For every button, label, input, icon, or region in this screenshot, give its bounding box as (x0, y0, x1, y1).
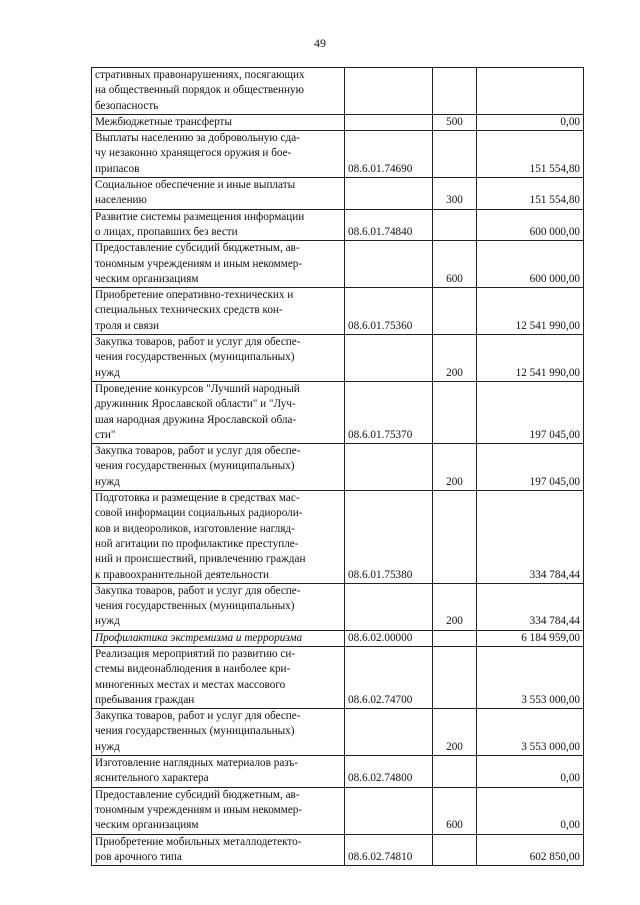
row-name-line: миногенных местах и местах массового (95, 678, 286, 691)
row-name-line: чения государственных (муниципальных) (95, 351, 295, 364)
row-name-cell (92, 131, 345, 178)
table-row (92, 335, 584, 382)
row-name-line: Межбюджетные трансферты (95, 115, 232, 128)
row-name-line: Выплаты населению за добровольную сда- (95, 132, 300, 145)
table-row (92, 630, 584, 646)
row-name-cell (92, 68, 345, 115)
row-sum-cell: 334 784,44 (477, 491, 584, 584)
row-type-cell: 600 (433, 787, 477, 834)
row-sum-cell: 0,00 (477, 787, 584, 834)
row-type-cell: 200 (433, 444, 477, 491)
row-name-cell (92, 709, 345, 756)
row-code-cell (345, 68, 433, 115)
row-code-cell: 08.6.01.75360 (345, 288, 433, 335)
table-row (92, 709, 584, 756)
row-type-cell: 200 (433, 709, 477, 756)
row-code-cell: 08.6.01.74690 (345, 131, 433, 178)
table-row (92, 114, 584, 130)
table-row (92, 787, 584, 834)
row-name-line: чения государственных (муниципальных) (95, 460, 295, 473)
row-name-line: ров арочного типа (95, 850, 182, 863)
budget-table-body (92, 68, 584, 866)
row-type-cell: 200 (433, 335, 477, 382)
row-name-line: Социальное обеспечение и иные выплаты (95, 179, 296, 192)
row-name-line: Реализация мероприятий по развитию си- (95, 647, 296, 660)
row-sum-cell: 600 000,00 (477, 241, 584, 288)
row-sum-cell: 3 553 000,00 (477, 646, 584, 708)
row-sum-cell: 602 850,00 (477, 834, 584, 866)
row-name-line: припасов (95, 162, 140, 175)
table-row (92, 288, 584, 335)
table-row (92, 444, 584, 491)
row-name-line: стемы видеонаблюдения в наиболее кри- (95, 663, 291, 676)
row-type-cell (433, 834, 477, 866)
row-name-line: о лицах, пропавших без вести (95, 225, 238, 238)
row-name-line: яснительного характера (95, 772, 209, 785)
row-name-line: безопасность (95, 99, 159, 112)
row-name-line: чения государственных (муниципальных) (95, 600, 295, 613)
row-code-cell (345, 709, 433, 756)
row-name-line: троля и связи (95, 319, 160, 332)
row-name-line: Закупка товаров, работ и услуг для обеспе- (95, 584, 301, 597)
row-sum-cell (477, 68, 584, 115)
row-name-line: Закупка товаров, работ и услуг для обеспе- (95, 710, 301, 723)
row-type-cell: 500 (433, 114, 477, 130)
row-type-cell (433, 68, 477, 115)
row-name-cell (92, 491, 345, 584)
row-sum-cell: 12 541 990,00 (477, 288, 584, 335)
row-sum-cell: 197 045,00 (477, 381, 584, 443)
budget-table (91, 67, 584, 866)
row-name-line: Приобретение мобильных металлодетекто- (95, 835, 302, 848)
row-name-cell (92, 178, 345, 210)
row-name-line: совой информации социальных радиороли- (95, 507, 303, 520)
row-name-line: Развитие системы размещения информации (95, 210, 305, 223)
row-code-cell (345, 583, 433, 630)
row-sum-cell: 12 541 990,00 (477, 335, 584, 382)
row-code-cell (345, 335, 433, 382)
table-row (92, 131, 584, 178)
page-number: 49 (314, 36, 326, 50)
row-type-cell (433, 381, 477, 443)
row-name-line: Проведение конкурсов "Лучший народный (95, 382, 300, 395)
row-name-line: нужд (95, 615, 120, 628)
row-name-line: сти" (95, 428, 116, 441)
table-row (92, 756, 584, 788)
row-code-cell (345, 114, 433, 130)
row-type-cell (433, 209, 477, 241)
row-name-cell (92, 288, 345, 335)
row-name-line: Подготовка и размещение в средствах мас- (95, 492, 300, 505)
row-name-line: Закупка товаров, работ и услуг для обеспе- (95, 445, 301, 458)
row-code-cell (345, 241, 433, 288)
row-type-cell: 200 (433, 583, 477, 630)
row-name-cell (92, 646, 345, 708)
row-name-line: Приобретение оперативно-технических и (95, 289, 294, 302)
row-name-line: ческим организациям (95, 272, 199, 285)
row-name-line: специальных технических средств кон- (95, 304, 283, 317)
row-code-cell: 08.6.01.75380 (345, 491, 433, 584)
row-name-line: нужд (95, 366, 120, 379)
row-name-line: пребывания граждан (95, 693, 195, 706)
row-sum-cell: 334 784,44 (477, 583, 584, 630)
row-type-cell (433, 131, 477, 178)
row-name-cell (92, 381, 345, 443)
row-sum-cell: 3 553 000,00 (477, 709, 584, 756)
row-name-line: тономным учреждениям и иным некоммер- (95, 803, 303, 816)
row-type-cell (433, 630, 477, 646)
row-sum-cell: 151 554,80 (477, 131, 584, 178)
table-row (92, 209, 584, 241)
row-name-line: на общественный порядок и общественную (95, 84, 304, 97)
row-name-line: стративных правонарушениях, посягающих (95, 69, 305, 81)
row-name-line: нужд (95, 740, 120, 753)
table-row (92, 491, 584, 584)
row-name-line: шая народная дружина Ярославской обла- (95, 413, 297, 426)
row-name-line: нужд (95, 475, 120, 488)
row-name-cell (92, 114, 345, 130)
row-name-line: ческим организациям (95, 819, 199, 832)
row-type-cell (433, 756, 477, 788)
row-type-cell (433, 491, 477, 584)
table-row (92, 178, 584, 210)
row-name-cell (92, 756, 345, 788)
row-name-line: ний и происшествий, привлечению граждан (95, 553, 306, 566)
row-code-cell: 08.6.02.74700 (345, 646, 433, 708)
row-name-line: ной агитации по профилактике преступле- (95, 537, 299, 550)
table-row (92, 834, 584, 866)
row-name-line: Изготовление наглядных материалов разъ- (95, 757, 299, 770)
table-row (92, 241, 584, 288)
row-type-cell: 300 (433, 178, 477, 210)
table-row (92, 646, 584, 708)
row-type-cell (433, 288, 477, 335)
row-name-line: к правоохранительной деятельности (95, 568, 269, 581)
row-name-line: тономным учреждениям и иным некоммер- (95, 257, 303, 270)
row-sum-cell: 197 045,00 (477, 444, 584, 491)
row-name-cell (92, 335, 345, 382)
row-name-line: чу незаконно хранящегося оружия и бое- (95, 147, 292, 160)
row-name-line: населению (95, 194, 147, 207)
table-row (92, 583, 584, 630)
row-sum-cell: 6 184 959,00 (477, 630, 584, 646)
row-code-cell: 08.6.02.00000 (345, 630, 433, 646)
table-row (92, 68, 584, 115)
row-code-cell: 08.6.02.74810 (345, 834, 433, 866)
row-sum-cell: 151 554,80 (477, 178, 584, 210)
row-name-cell (92, 583, 345, 630)
row-name-line: дружинник Ярославской области" и "Луч- (95, 398, 296, 411)
row-name-cell (92, 787, 345, 834)
row-code-cell: 08.6.01.75370 (345, 381, 433, 443)
row-name-line: Предоставление субсидий бюджетным, ав- (95, 788, 300, 801)
row-name-line: ков и видеороликов, изготовление нагляд- (95, 522, 295, 535)
row-type-cell (433, 646, 477, 708)
row-type-cell: 600 (433, 241, 477, 288)
row-name-cell (92, 834, 345, 866)
row-name-line: чения государственных (муниципальных) (95, 725, 295, 738)
table-row (92, 381, 584, 443)
row-name-cell (92, 209, 345, 241)
row-code-cell: 08.6.01.74840 (345, 209, 433, 241)
row-sum-cell: 0,00 (477, 756, 584, 788)
row-name-cell (92, 630, 345, 646)
row-code-cell (345, 178, 433, 210)
row-sum-cell: 0,00 (477, 114, 584, 130)
row-name-cell (92, 444, 345, 491)
row-name-line: Предоставление субсидий бюджетным, ав- (95, 242, 300, 255)
row-sum-cell: 600 000,00 (477, 209, 584, 241)
row-code-cell (345, 787, 433, 834)
row-name-line: Профилактика экстремизма и терроризма (95, 631, 303, 644)
row-name-cell (92, 241, 345, 288)
row-name-line: Закупка товаров, работ и услуг для обеспе- (95, 336, 301, 349)
row-code-cell (345, 444, 433, 491)
row-code-cell: 08.6.02.74800 (345, 756, 433, 788)
